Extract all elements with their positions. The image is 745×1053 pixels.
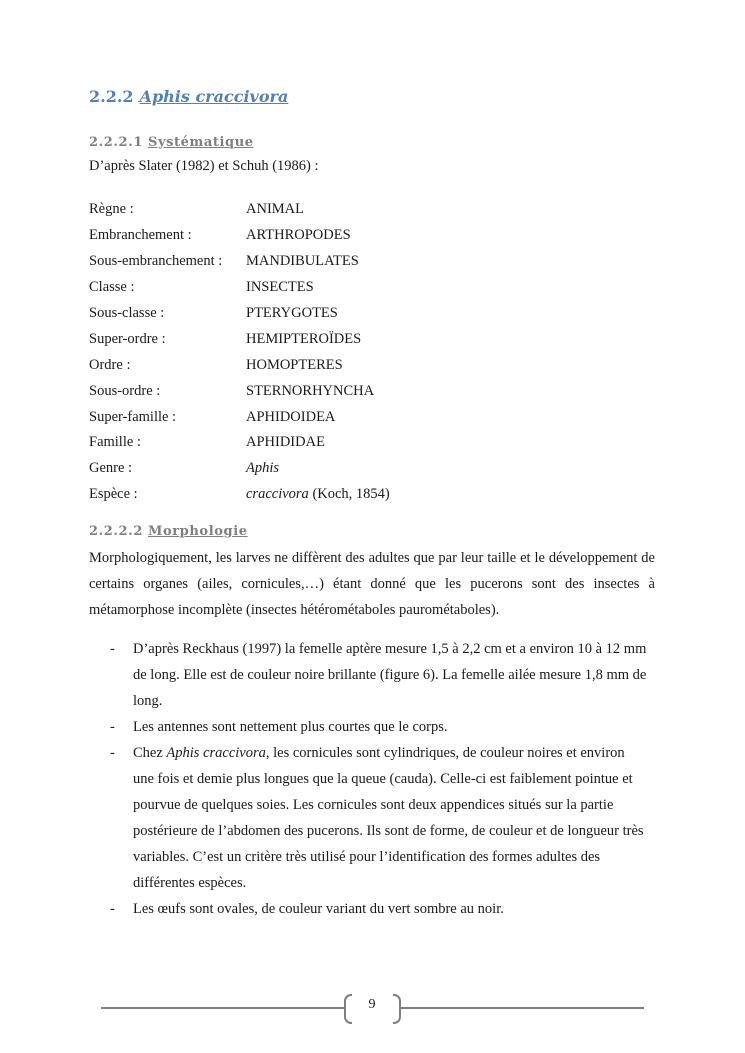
taxonomy-label: Sous-ordre : (89, 382, 161, 399)
taxonomy-label: Embranchement : (89, 227, 192, 244)
taxonomy-row (89, 430, 509, 456)
taxonomy-label: Sous-embranchement : (89, 253, 223, 270)
species-authority: (Koch, 1854) (308, 486, 390, 503)
section-number: 2.2.2 (89, 87, 134, 106)
footer-rule-left (101, 1007, 344, 1009)
taxonomy-row (89, 326, 509, 352)
bullet-text (133, 745, 644, 891)
systematique-intro: D’après Slater (1982) et Schuh (1986) : (89, 158, 319, 174)
systematique-number: 2.2.2.1 (89, 135, 143, 150)
morphologie-heading (89, 524, 248, 539)
bullet-text: Les œufs sont ovales, de couleur variant du vert sombre au noir. (133, 901, 504, 917)
morphologie-list (89, 636, 655, 922)
taxonomy-row (89, 352, 509, 378)
taxonomy-row (89, 456, 509, 482)
taxonomy-value: ARTHROPODES (246, 227, 351, 244)
taxonomy-value: PTERYGOTES (246, 305, 338, 321)
taxonomy-value: INSECTES (246, 279, 314, 296)
morphologie-number: 2.2.2.2 (89, 524, 143, 539)
taxonomy-value: MANDIBULATES (246, 253, 359, 270)
taxonomy-value: APHIDOIDEA (246, 408, 336, 425)
page-number: 9 (368, 997, 376, 1012)
systematique-title: Systématique (147, 135, 254, 150)
taxonomy-row (89, 275, 509, 301)
taxonomy-row (89, 249, 509, 275)
page-number-bracket-left (344, 994, 352, 1024)
bullet-text-start: Chez (133, 745, 167, 761)
taxonomy-value: HOMOPTERES (246, 356, 343, 373)
taxonomy-label: Sous-classe : (89, 305, 165, 321)
bullet-text: Les antennes sont nettement plus courtes que le corps. (133, 719, 448, 735)
bullet-marker: - (110, 901, 115, 917)
taxonomy-value (246, 486, 390, 503)
morphologie-title: Morphologie (147, 524, 248, 539)
taxonomy-value: STERNORHYNCHA (246, 382, 375, 399)
morphologie-paragraph: Morphologiquement, les larves ne diffèrent des adultes que par leur taille et le développement de certains organes (ailes, cornicules,…) étant donné que les pucerons sont des insectes à métamorphose incomplète (insectes hétérométaboles paurométaboles). (89, 550, 655, 618)
species-name: craccivora (246, 486, 309, 503)
taxonomy-row (89, 223, 509, 249)
taxonomy-label: Classe : (89, 279, 135, 296)
taxonomy-label: Ordre : (89, 356, 131, 373)
taxonomy-label: Famille : (89, 434, 141, 451)
section-heading (89, 87, 288, 106)
bullet-text-rest: , les cornicules sont cylindriques, de couleur noires et environ une fois et demie plus longues que la queue (cauda). Celle-ci est faiblement pointue et pourvue de quelques soies. Les cornicules sont deux appendices situés sur la partie postérieure de l’abdomen des pucerons. Ils sont de forme, de couleur et de longueur très variables. C’est un critère très utilisé pour l’identification des formes adultes des différentes espèces. (133, 745, 644, 891)
taxonomy-value: ANIMAL (246, 201, 304, 218)
bullet-marker: - (110, 719, 115, 735)
bullet-marker: - (110, 745, 115, 761)
list-item (89, 896, 655, 922)
taxonomy-table (89, 197, 509, 508)
list-item (89, 714, 655, 740)
taxonomy-row (89, 378, 509, 404)
taxonomy-value: HEMIPTEROÏDES (246, 330, 362, 347)
taxonomy-value: Aphis (246, 460, 280, 477)
bullet-marker: - (110, 641, 115, 657)
taxonomy-value: APHIDIDAE (246, 434, 325, 451)
taxonomy-row (89, 197, 509, 223)
taxonomy-row (89, 404, 509, 430)
footer-rule-right (399, 1007, 644, 1009)
systematique-heading (89, 135, 254, 150)
taxonomy-label: Espèce : (89, 486, 138, 503)
taxonomy-row (89, 482, 509, 508)
section-title: Aphis craccivora (139, 87, 289, 106)
taxonomy-label: Règne : (89, 201, 134, 218)
taxonomy-label: Genre : (89, 460, 133, 477)
species-name-inline: Aphis craccivora (166, 745, 266, 761)
taxonomy-label: Super-famille : (89, 408, 177, 425)
list-item (89, 636, 655, 714)
bullet-text: D’après Reckhaus (1997) la femelle aptère mesure 1,5 à 2,2 cm et a environ 10 à 12 mm de long. Elle est de couleur noire brillante (figure 6). La femelle ailée mesure 1,8 mm de long. (133, 641, 647, 709)
taxonomy-row (89, 301, 509, 327)
taxonomy-label: Super-ordre : (89, 330, 166, 347)
list-item (89, 740, 655, 896)
page-number-bracket-right (393, 994, 401, 1024)
